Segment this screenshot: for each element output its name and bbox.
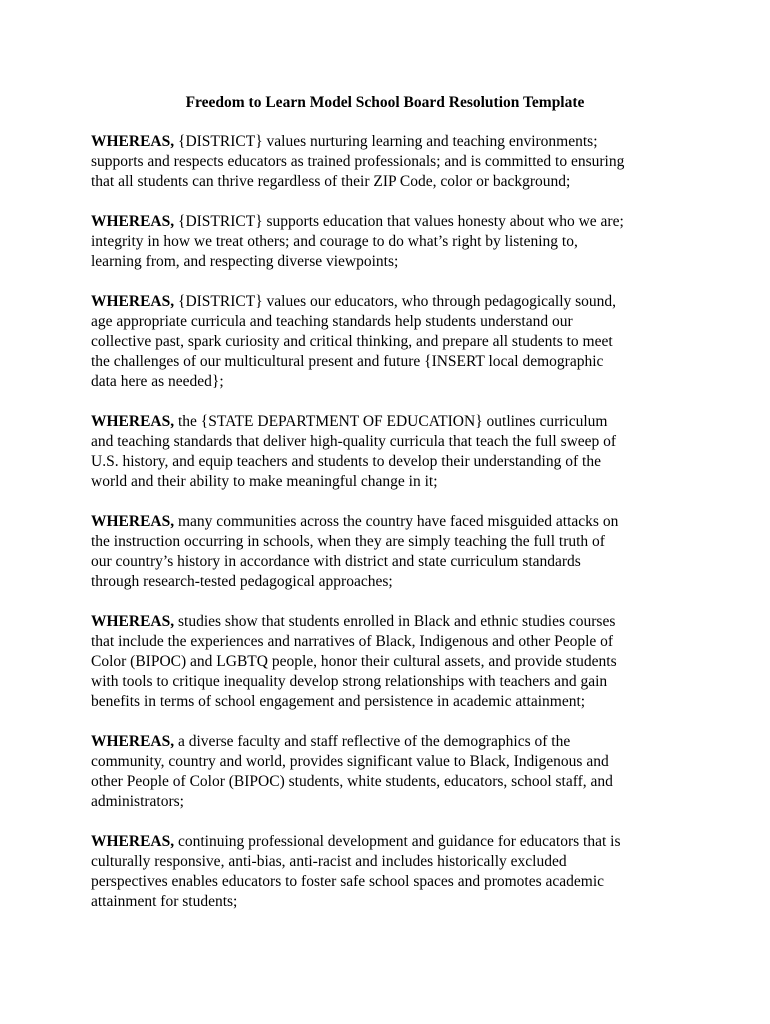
whereas-paragraph-7 [91,732,681,812]
paragraph-text: studies show that students enrolled in Black and ethnic studies courses [174,613,616,630]
paragraph-line: that include the experiences and narratives of Black, Indigenous and other People of [91,633,614,650]
whereas-paragraph-3 [91,292,681,392]
paragraph-line: and teaching standards that deliver high-quality curricula that teach the full sweep of [91,433,617,450]
paragraph-line [91,212,681,232]
paragraph-text: a diverse faculty and staff reflective of the demographics of the [174,733,571,750]
paragraph-line: world and their ability to make meaningful change in it; [91,473,438,490]
paragraph-line [91,412,681,432]
paragraph-line [91,292,681,312]
document-body [91,132,681,932]
paragraph-text: the {STATE DEPARTMENT OF EDUCATION} outlines curriculum [174,413,608,430]
paragraph-line: learning from, and respecting diverse viewpoints; [91,253,399,270]
paragraph-line: Color (BIPOC) and LGBTQ people, honor their cultural assets, and provide students [91,653,617,670]
whereas-lead: WHEREAS, [91,293,175,310]
whereas-lead: WHEREAS, [91,513,175,530]
paragraph-line: attainment for students; [91,893,238,910]
paragraph-line [91,132,681,152]
paragraph-line [91,832,681,852]
paragraph-line: through research-tested pedagogical approaches; [91,573,393,590]
paragraph-text: many communities across the country have faced misguided attacks on [174,513,619,530]
paragraph-text: {DISTRICT} supports education that values honesty about who we are; [174,213,624,230]
paragraph-line: administrators; [91,793,184,810]
whereas-paragraph-1 [91,132,681,192]
paragraph-line: community, country and world, provides significant value to Black, Indigenous and [91,753,609,770]
paragraph-text: continuing professional development and guidance for educators that is [174,833,621,850]
document-title: Freedom to Learn Model School Board Resolution Template [185,94,585,111]
whereas-lead: WHEREAS, [91,833,175,850]
paragraph-text: {DISTRICT} values nurturing learning and teaching environments; [174,133,598,150]
paragraph-line: integrity in how we treat others; and courage to do what’s right by listening to, [91,233,578,250]
paragraph-line: the challenges of our multicultural present and future {INSERT local demographic [91,353,604,370]
whereas-lead: WHEREAS, [91,213,175,230]
whereas-lead: WHEREAS, [91,133,175,150]
whereas-paragraph-8 [91,832,681,912]
whereas-lead: WHEREAS, [91,613,175,630]
whereas-lead: WHEREAS, [91,733,175,750]
paragraph-line [91,612,681,632]
paragraph-line: that all students can thrive regardless of their ZIP Code, color or background; [91,173,571,190]
paragraph-line: other People of Color (BIPOC) students, white students, educators, school staff, and [91,773,613,790]
paragraph-line: data here as needed}; [91,373,224,390]
paragraph-line: our country’s history in accordance with district and state curriculum standards [91,553,581,570]
paragraph-line: age appropriate curricula and teaching standards help students understand our [91,313,573,330]
whereas-paragraph-5 [91,512,681,592]
paragraph-line: with tools to critique inequality develop strong relationships with teachers and gain [91,673,608,690]
whereas-paragraph-2 [91,212,681,272]
paragraph-line [91,512,681,532]
paragraph-line [91,732,681,752]
whereas-lead: WHEREAS, [91,413,175,430]
paragraph-line: benefits in terms of school engagement and persistence in academic attainment; [91,693,586,710]
paragraph-line: collective past, spark curiosity and critical thinking, and prepare all students to meet [91,333,613,350]
paragraph-line: U.S. history, and equip teachers and students to develop their understanding of the [91,453,601,470]
paragraph-line: perspectives enables educators to foster safe school spaces and promotes academic [91,873,605,890]
paragraph-line: the instruction occurring in schools, when they are simply teaching the full truth of [91,533,605,550]
whereas-paragraph-4 [91,412,681,492]
paragraph-line: supports and respects educators as trained professionals; and is committed to ensuring [91,153,625,170]
whereas-paragraph-6 [91,612,681,712]
paragraph-text: {DISTRICT} values our educators, who through pedagogically sound, [174,293,617,310]
paragraph-line: culturally responsive, anti-bias, anti-racist and includes historically excluded [91,853,567,870]
